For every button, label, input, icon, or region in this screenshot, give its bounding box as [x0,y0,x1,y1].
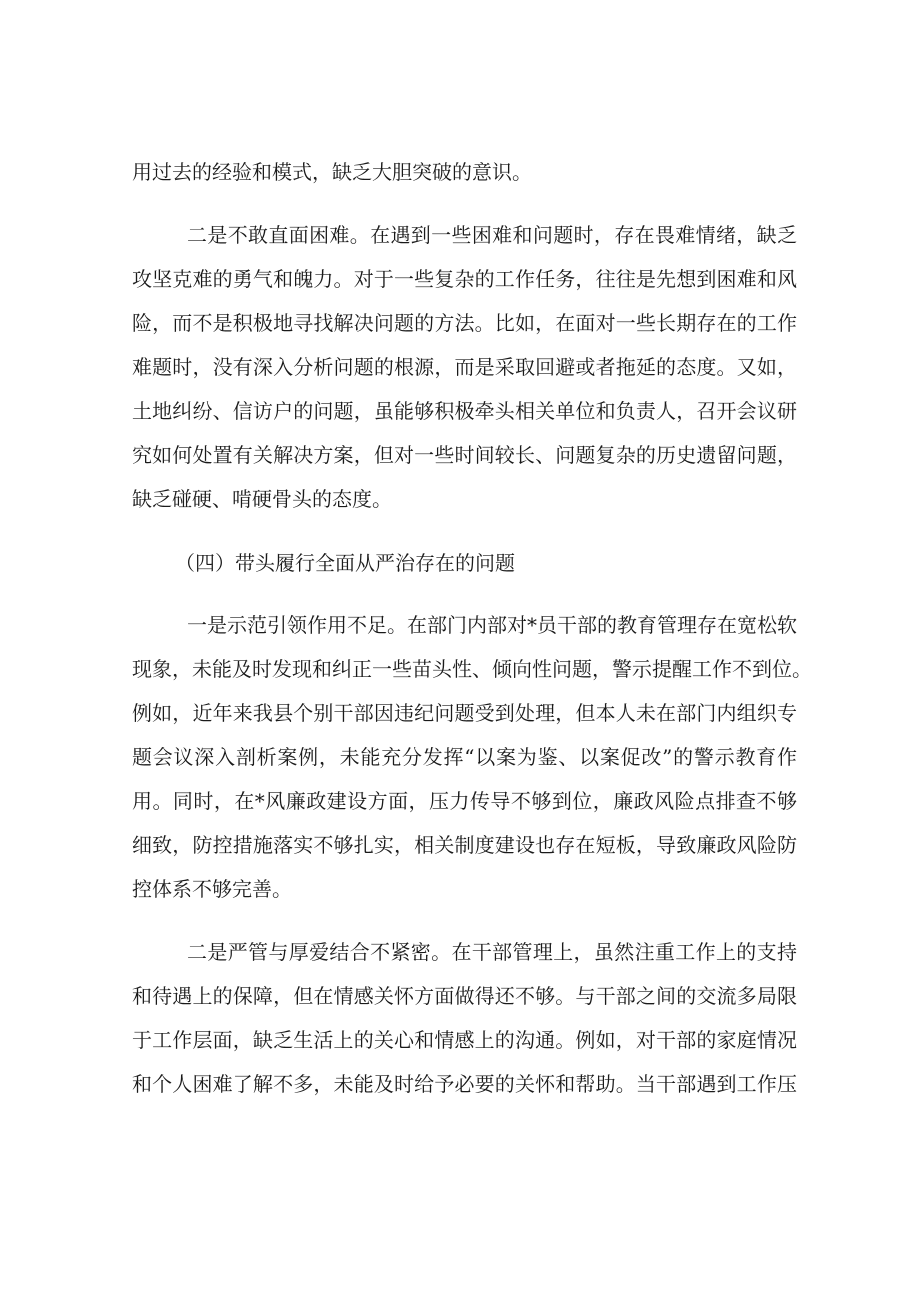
paragraph-line: 和个人困难了解不多，未能及时给予必要的关怀和帮助。当干部遇到工作压 [132,1072,797,1096]
paragraph-line: 和待遇上的保障，但在情感关怀方面做得还不够。与干部之间的交流多局限 [132,984,797,1008]
paragraph-line: 控体系不够完善。 [132,877,292,901]
paragraph-line: 题会议深入剖析案例，未能充分发挥“以案为鉴、以案促改”的警示教育作 [132,745,797,769]
paragraph-line: 用。同时，在*风廉政建设方面，压力传导不够到位，廉政风险点排查不够 [132,789,797,813]
paragraph-line: 二是不敢直面困难。在遇到一些困难和问题时，存在畏难情绪，缺乏 [187,223,797,247]
section-heading: （四）带头履行全面从严治存在的问题 [175,551,515,575]
paragraph-line: 用过去的经验和模式，缺乏大胆突破的意识。 [132,160,532,184]
paragraph-line: 缺乏碰硬、啃硬骨头的态度。 [132,487,392,511]
paragraph-line: 难题时，没有深入分析问题的根源，而是采取回避或者拖延的态度。又如， [132,355,797,379]
paragraph-line: 二是严管与厚爱结合不紧密。在干部管理上，虽然注重工作上的支持 [187,940,797,964]
paragraph-line: 细致，防控措施落实不够扎实，相关制度建设也存在短板，导致廉政风险防 [132,833,797,857]
paragraph-line: 险，而不是积极地寻找解决问题的方法。比如，在面对一些长期存在的工作 [132,311,797,335]
paragraph-line: 于工作层面，缺乏生活上的关心和情感上的沟通。例如，对干部的家庭情况 [132,1028,797,1052]
paragraph-line: 一是示范引领作用不足。在部门内部对*员干部的教育管理存在宽松软 [187,613,797,637]
paragraph-line: 土地纠纷、信访户的问题，虽能够积极牵头相关单位和负责人，召开会议研 [132,399,797,423]
paragraph-line: 攻坚克难的勇气和魄力。对于一些复杂的工作任务，往往是先想到困难和风 [132,267,797,291]
paragraph-line: 究如何处置有关解决方案，但对一些时间较长、问题复杂的历史遗留问题， [132,443,797,467]
paragraph-line: 现象，未能及时发现和纠正一些苗头性、倾向性问题，警示提醒工作不到位。 [132,657,812,681]
paragraph-line: 例如，近年来我县个别干部因违纪问题受到处理，但本人未在部门内组织专 [132,701,797,725]
